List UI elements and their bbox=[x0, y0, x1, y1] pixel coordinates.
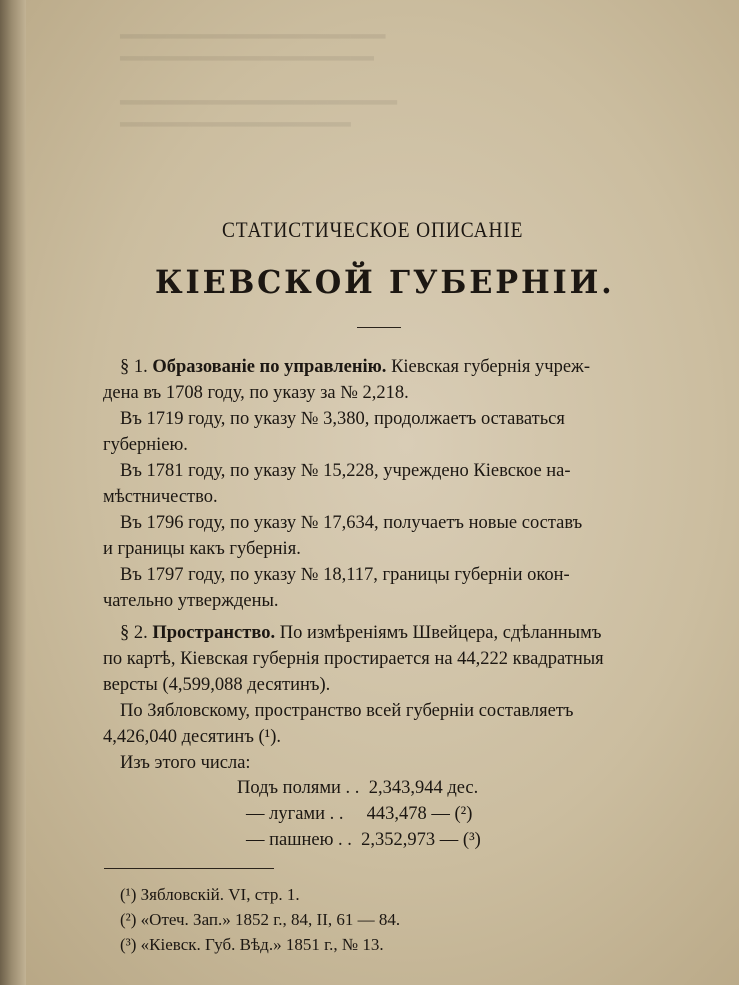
section1-line4: губерніею. bbox=[103, 435, 188, 455]
section1-line7: Въ 1796 году, по указу № 17,634, получаетъ новые составъ bbox=[120, 513, 583, 533]
footnote-1: (¹) Зябловскій. VI, стр. 1. bbox=[120, 885, 300, 904]
section2-line1 bbox=[120, 620, 601, 646]
section1-line6: мѣстничество. bbox=[103, 487, 218, 507]
section2-text: По измѣреніямъ Швейцера, сдѣланнымъ bbox=[279, 623, 602, 643]
section1-line8: и границы какъ губернія. bbox=[103, 539, 301, 559]
bleed-through-texture: ▂▂▂▂▂▂▂▂▂▂▂▂▂▂▂▂▂▂▂▂▂▂▂ ▂▂▂▂▂▂▂▂▂▂▂▂▂▂▂▂▂▂▂▂▂▂ ▂▂▂▂▂▂▂▂▂▂▂▂▂▂▂▂▂▂▂▂▂▂▂▂ ▂▂▂▂▂▂▂▂▂▂▂▂▂▂▂▂▂▂▂▂ bbox=[120, 23, 397, 127]
land-table-row-meadows bbox=[246, 804, 472, 825]
land-table-label: — пашнею . . bbox=[246, 830, 352, 850]
land-table-row-arable bbox=[246, 830, 481, 851]
land-table-value: 2,352,973 — (³) bbox=[361, 830, 481, 850]
land-table-value: 2,343,944 дес. bbox=[368, 778, 479, 798]
footnote-2: (²) «Отеч. Зап.» 1852 г., 84, II, 61 — 84. bbox=[120, 910, 401, 929]
document-title: СТАТИСТИЧЕСКОЕ ОПИСАНІЕ bbox=[222, 217, 524, 242]
section2-line2: по картѣ, Кіевская губернія простирается на 44,222 квадратныя bbox=[103, 649, 604, 669]
section2-number: § 2. bbox=[120, 623, 148, 643]
section1-text: Кіевская губернія учреж- bbox=[391, 357, 591, 377]
section1-line3: Въ 1719 году, по указу № 3,380, продолжаетъ оставаться bbox=[120, 409, 565, 429]
section1-line2: дена въ 1708 году, по указу за № 2,218. bbox=[103, 383, 409, 403]
section1-heading: Образованіе по управленію. bbox=[152, 357, 387, 377]
footnote-divider bbox=[104, 868, 274, 869]
section2-line3: версты (4,599,088 десятинъ). bbox=[103, 675, 331, 695]
section1-line1 bbox=[120, 354, 650, 380]
document-subtitle: КІЕВСКОЙ ГУБЕРНІИ. bbox=[155, 263, 615, 301]
section1-number: § 1. bbox=[120, 357, 148, 377]
section2-line4: По Зябловскому, пространство всей губерніи составляетъ bbox=[120, 701, 574, 721]
section2-line5: 4,426,040 десятинъ (¹). bbox=[103, 727, 281, 747]
land-table-value: 443,478 — (²) bbox=[366, 804, 473, 824]
section1-line10: чательно утверждены. bbox=[103, 591, 279, 611]
section2-heading: Пространство. bbox=[152, 623, 276, 643]
land-table-label: — лугами . . bbox=[246, 804, 344, 824]
footnote-3: (³) «Кіевск. Губ. Вѣд.» 1851 г., № 13. bbox=[120, 935, 384, 954]
section1-line9: Въ 1797 году, по указу № 18,117, границы губерніи окон- bbox=[120, 565, 570, 585]
land-table-label: Подъ полями . . bbox=[237, 778, 360, 798]
section2-line6: Изъ этого числа: bbox=[120, 753, 251, 773]
land-table-row-fields bbox=[237, 778, 478, 799]
title-divider bbox=[357, 327, 401, 328]
book-spine-shadow bbox=[0, 0, 26, 985]
section1-line5: Въ 1781 году, по указу № 15,228, учреждено Кіевское на- bbox=[120, 461, 571, 481]
